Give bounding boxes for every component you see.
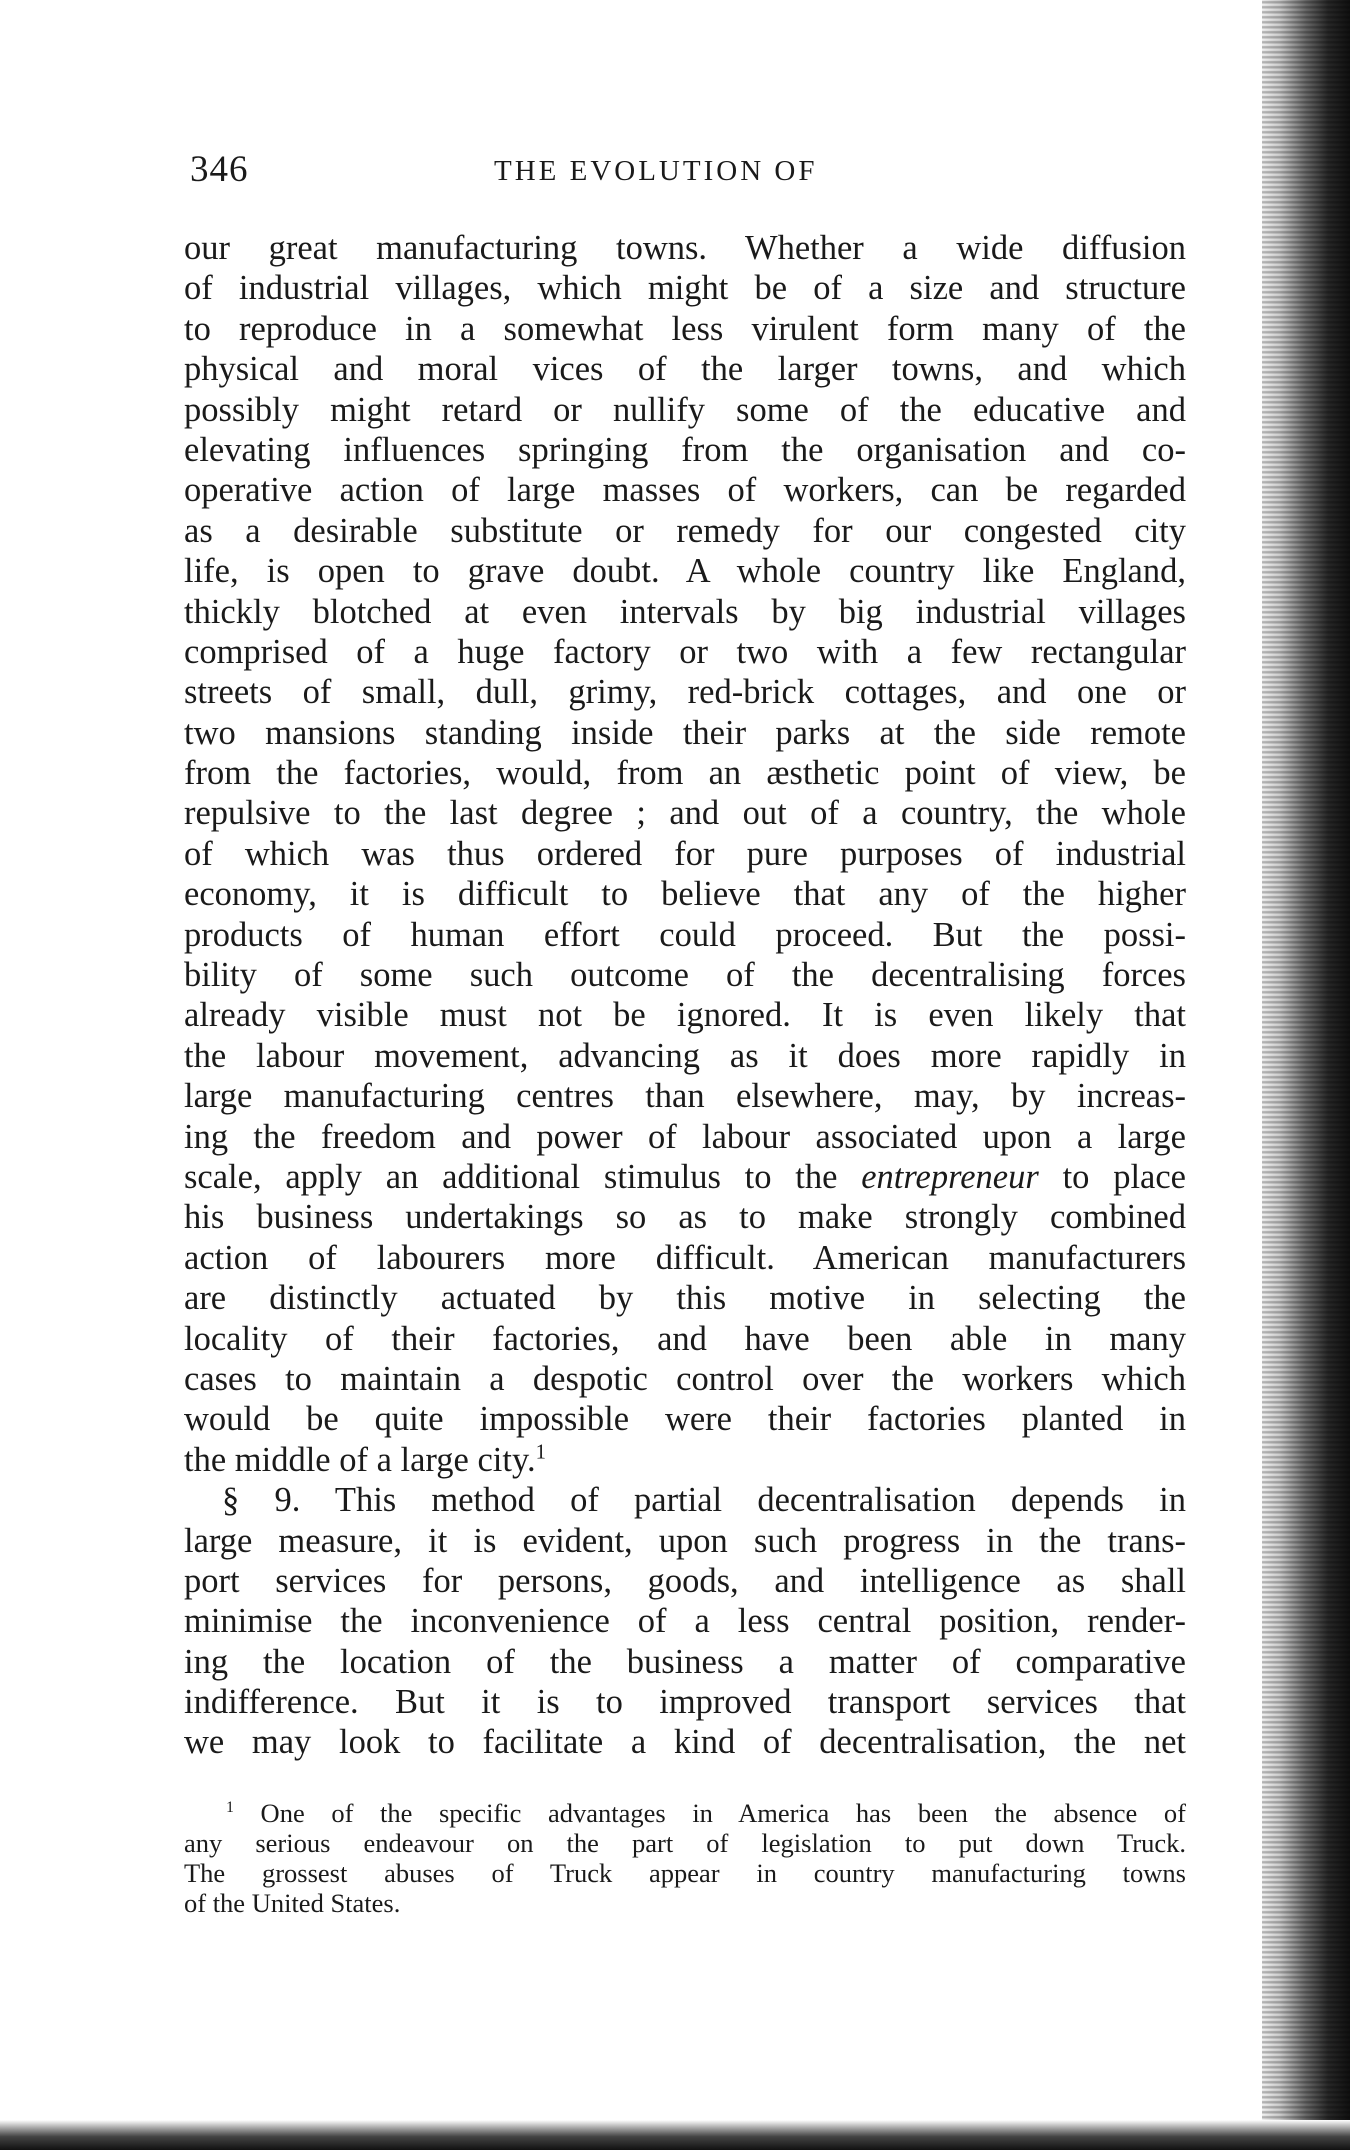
text-line: repulsive to the last degree ; and out of a country, the whole <box>184 794 1186 833</box>
text-line-with-italic <box>184 1157 1186 1197</box>
text-segment: scale, apply an additional stimulus to the <box>184 1157 862 1196</box>
footnote-text: One of the specific advantages in America has been the absence of <box>233 1798 1186 1828</box>
footnote <box>184 1798 1186 1918</box>
text-line: large manufacturing centres than elsewhere, may, by increas- <box>184 1077 1186 1116</box>
text-line: life, is open to grave doubt. A whole country like England, <box>184 552 1186 591</box>
footnote-marker: 1 <box>226 1799 234 1817</box>
page-number: 346 <box>190 149 249 190</box>
text-line: locality of their factories, and have been able in many <box>184 1319 1186 1358</box>
text-line: indifference. But it is to improved transport services that <box>184 1683 1186 1722</box>
text-line: bility of some such outcome of the decentralising forces <box>184 956 1186 995</box>
text-segment: the middle of a large city. <box>184 1440 536 1479</box>
text-line: comprised of a huge factory or two with a few rectangular <box>184 632 1186 671</box>
text-line: possibly might retard or nullify some of the educative and <box>184 390 1186 429</box>
text-line: as a desirable substitute or remedy for our congested city <box>184 511 1186 550</box>
text-line: physical and moral vices of the larger towns, and which <box>184 350 1186 389</box>
page-edge-shadow <box>1262 0 1350 2150</box>
text-line: are distinctly actuated by this motive in selecting the <box>184 1279 1186 1318</box>
text-line: products of human effort could proceed. But the possi- <box>184 915 1186 954</box>
text-line: already visible must not be ignored. It is even likely that <box>184 996 1186 1035</box>
text-line: operative action of large masses of workers, can be regarded <box>184 471 1186 510</box>
text-line: elevating influences springing from the organisation and co- <box>184 430 1186 469</box>
footnote-reference: 1 <box>535 1441 546 1464</box>
body-text <box>184 228 1186 1763</box>
text-line: of which was thus ordered for pure purposes of industrial <box>184 834 1186 873</box>
footnote-line: of the United States. <box>184 1888 401 1918</box>
text-line: ing the freedom and power of labour associated upon a large <box>184 1117 1186 1156</box>
footnote-line: The grossest abuses of Truck appear in country manufacturing towns <box>184 1858 1186 1888</box>
text-line: large measure, it is evident, upon such progress in the trans- <box>184 1521 1186 1560</box>
text-line: from the factories, would, from an æsthetic point of view, be <box>184 754 1186 793</box>
text-segment: to place <box>1038 1157 1186 1196</box>
text-line: minimise the inconvenience of a less central position, render- <box>184 1602 1186 1641</box>
running-head <box>190 148 1190 192</box>
text-line: would be quite impossible were their factories planted in <box>184 1400 1186 1439</box>
footnote-line <box>184 1798 1186 1828</box>
text-line: thickly blotched at even intervals by big industrial villages <box>184 592 1186 631</box>
text-line: cases to maintain a despotic control over the workers which <box>184 1359 1186 1398</box>
text-line: to reproduce in a somewhat less virulent form many of the <box>184 309 1186 348</box>
footnote-line: any serious endeavour on the part of legislation to put down Truck. <box>184 1828 1186 1858</box>
page-bottom-shadow <box>0 2120 1350 2150</box>
text-line: our great manufacturing towns. Whether a wide diffusion <box>184 229 1186 267</box>
text-line: economy, it is difficult to believe that any of the higher <box>184 875 1186 914</box>
text-line: two mansions standing inside their parks at the side remote <box>184 713 1186 752</box>
text-line-paragraph-end <box>184 1440 1186 1480</box>
italic-term: entrepreneur <box>861 1157 1039 1196</box>
text-line: his business undertakings so as to make strongly combined <box>184 1198 1186 1237</box>
text-line: port services for persons, goods, and intelligence as shall <box>184 1561 1186 1600</box>
text-line: of industrial villages, which might be of a size and structure <box>184 269 1186 308</box>
text-line: streets of small, dull, grimy, red-brick cottages, and one or <box>184 673 1186 712</box>
section-start-line: § 9. This method of partial decentralisation depends in <box>222 1481 1186 1520</box>
text-line: we may look to facilitate a kind of decentralisation, the net <box>184 1723 1186 1762</box>
text-line: ing the location of the business a matter of comparative <box>184 1642 1186 1681</box>
text-line: action of labourers more difficult. American manufacturers <box>184 1238 1186 1277</box>
text-line: the labour movement, advancing as it does more rapidly in <box>184 1036 1186 1075</box>
running-title: THE EVOLUTION OF <box>494 155 818 187</box>
